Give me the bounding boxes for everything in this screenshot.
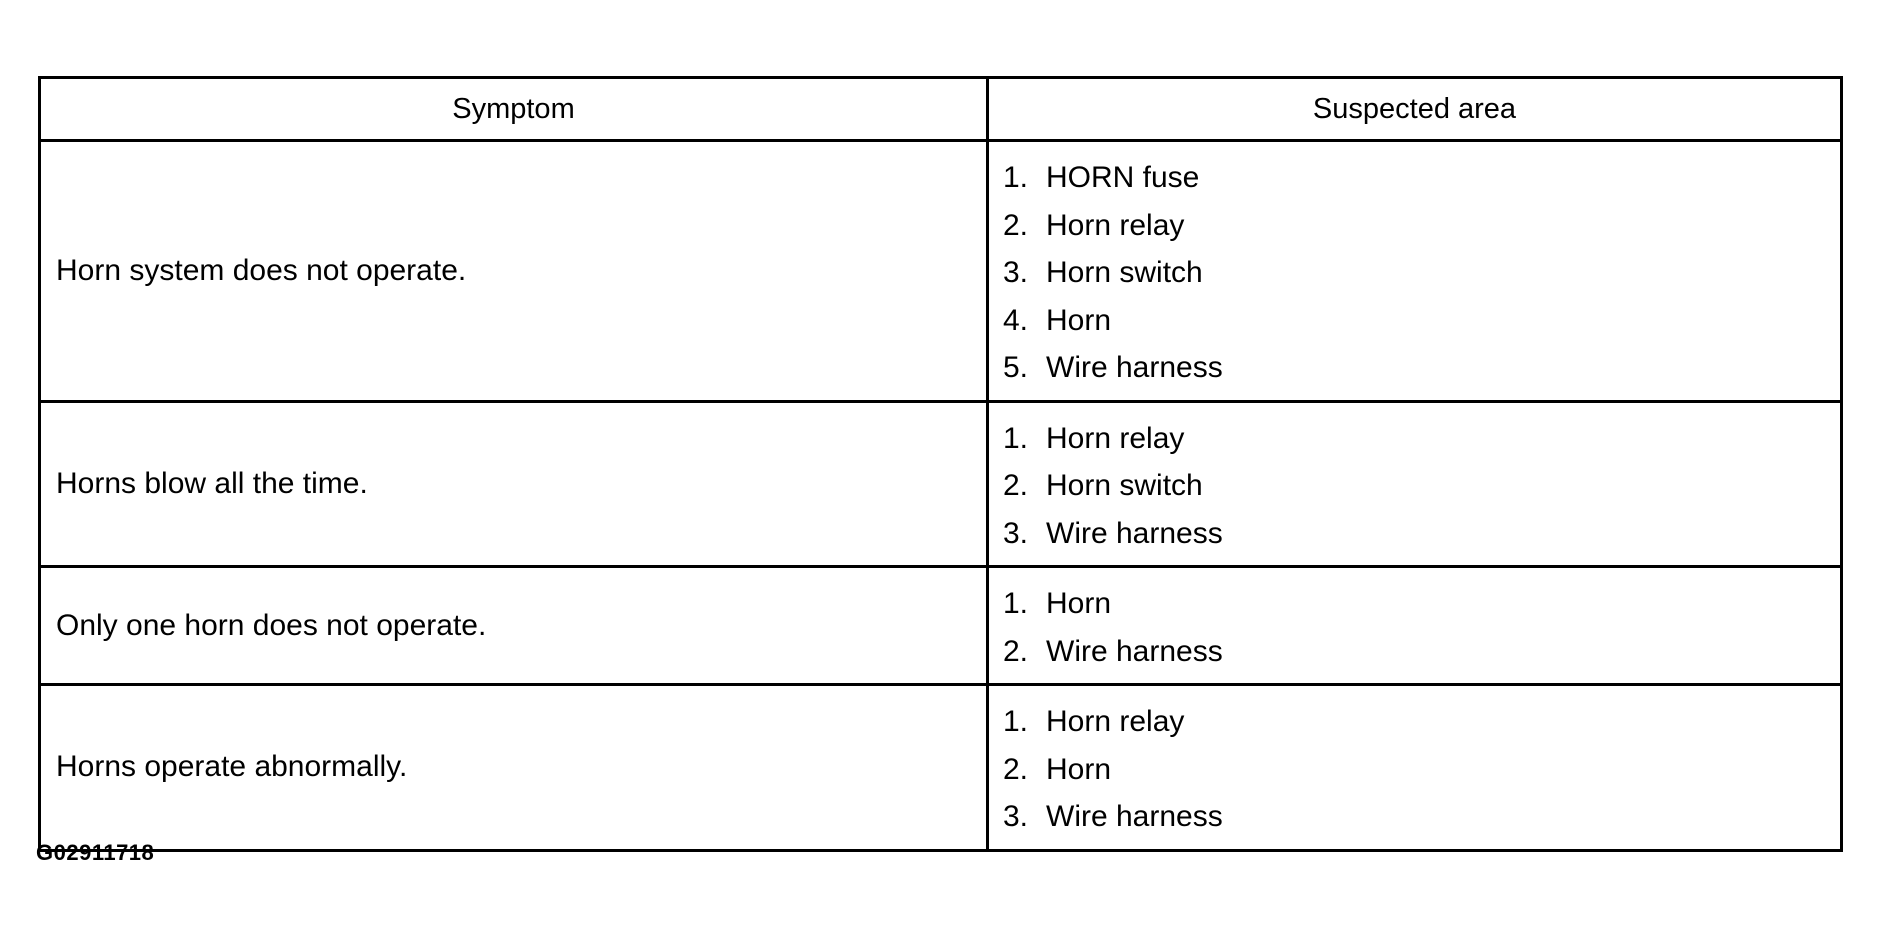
item-text: HORN fuse <box>1046 161 1200 194</box>
item-text: Horn relay <box>1046 421 1185 455</box>
suspected-area-item <box>1003 510 1840 558</box>
symptom-cell: Horns blow all the time. <box>40 401 988 567</box>
item-number: 5. <box>1003 351 1029 384</box>
figure-id: G02911718 <box>36 840 155 865</box>
suspected-area-item <box>1003 344 1840 392</box>
suspected-area-cell <box>988 141 1842 402</box>
suspected-area-item <box>1003 297 1840 345</box>
table-row <box>40 401 1842 567</box>
item-text: Horn <box>1046 303 1112 337</box>
suspected-area-list <box>1003 698 1840 841</box>
item-number: 3. <box>1003 800 1029 833</box>
item-text: Horn switch <box>1046 469 1203 502</box>
table-row <box>40 685 1842 851</box>
suspected-area-item <box>1003 249 1840 297</box>
item-text: Horn <box>1046 587 1112 620</box>
suspected-area-item <box>1003 746 1840 794</box>
symptom-table <box>38 76 1843 852</box>
item-text: Horn <box>1046 752 1112 786</box>
item-number: 3. <box>1003 516 1029 550</box>
suspected-area-item <box>1003 698 1840 746</box>
suspected-area-item <box>1003 154 1840 202</box>
suspected-area-item <box>1003 462 1840 510</box>
suspected-area-item <box>1003 415 1840 463</box>
table-body <box>40 141 1842 851</box>
item-text: Wire harness <box>1046 634 1223 668</box>
table-header-row <box>40 78 1842 141</box>
header-suspected-area: Suspected area <box>988 78 1842 141</box>
item-number: 2. <box>1003 752 1029 786</box>
suspected-area-item <box>1003 580 1840 628</box>
suspected-area-cell <box>988 685 1842 851</box>
suspected-area-list <box>1003 415 1840 558</box>
item-number: 4. <box>1003 303 1029 337</box>
suspected-area-item <box>1003 202 1840 250</box>
suspected-area-list <box>1003 154 1840 392</box>
item-number: 2. <box>1003 634 1029 668</box>
symptom-cell: Horns operate abnormally. <box>40 685 988 851</box>
item-number: 3. <box>1003 256 1029 289</box>
suspected-area-item <box>1003 793 1840 841</box>
item-text: Horn relay <box>1046 208 1185 242</box>
symptom-cell: Horn system does not operate. <box>40 141 988 402</box>
suspected-area-cell <box>988 401 1842 567</box>
symptom-cell: Only one horn does not operate. <box>40 567 988 685</box>
table-row <box>40 567 1842 685</box>
item-text: Wire harness <box>1046 516 1223 550</box>
item-number: 1. <box>1003 161 1029 194</box>
suspected-area-list <box>1003 580 1840 675</box>
item-number: 1. <box>1003 705 1029 738</box>
item-number: 1. <box>1003 421 1029 455</box>
header-symptom: Symptom <box>40 78 988 141</box>
suspected-area-item <box>1003 628 1840 676</box>
item-number: 1. <box>1003 587 1029 620</box>
item-text: Horn switch <box>1046 256 1203 289</box>
item-text: Horn relay <box>1046 705 1185 738</box>
item-number: 2. <box>1003 469 1029 502</box>
item-text: Wire harness <box>1046 351 1223 384</box>
item-number: 2. <box>1003 208 1029 242</box>
item-text: Wire harness <box>1046 800 1223 833</box>
suspected-area-cell <box>988 567 1842 685</box>
table-row <box>40 141 1842 402</box>
